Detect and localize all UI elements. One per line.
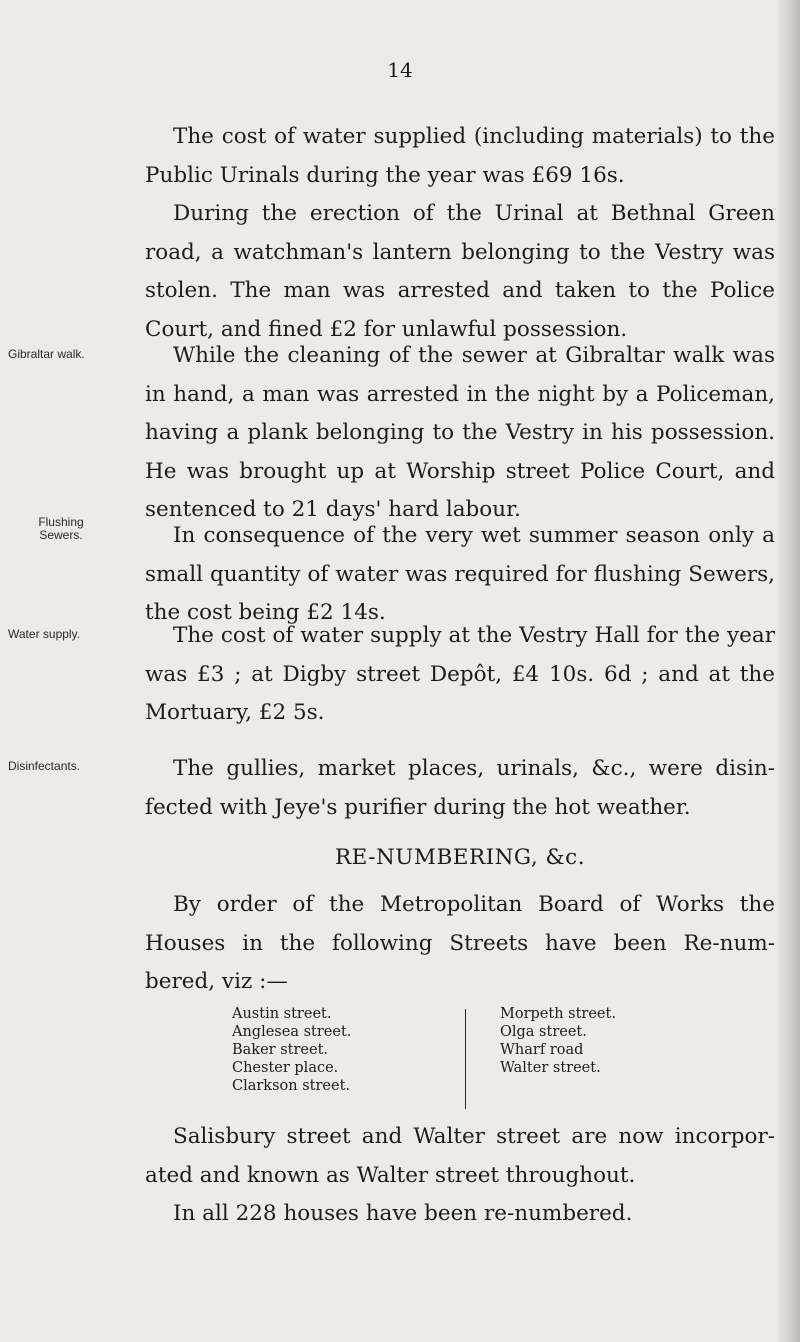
section-heading-renumbering: RE-NUMBERING, &c. bbox=[334, 845, 586, 870]
paragraph-text: In consequence of the very wet summer season only a small quantity of water was required for flushing Sewers, the cost being £2 14s. bbox=[145, 523, 775, 625]
paragraph-text: Salisbury street and Walter street are now incorpor- ated and known as Walter street throughout. bbox=[145, 1124, 775, 1188]
street-item: Morpeth street. bbox=[500, 1006, 616, 1022]
margin-note-disinfectants: Disinfectants. bbox=[8, 759, 81, 773]
paragraph-renumbering-intro bbox=[145, 886, 775, 1002]
paragraph-text: The cost of water supplied (including materials) to the Public Urinals during the year was £69 16s. bbox=[145, 124, 775, 188]
paragraph-text: The gullies, market places, urinals, &c., were disin- fected with Jeye's purifier during the hot weather. bbox=[145, 756, 775, 820]
margin-note-water-supply: Water supply. bbox=[8, 627, 81, 641]
street-item: Baker street. bbox=[232, 1042, 329, 1058]
paragraph-disinfectants bbox=[145, 750, 775, 827]
street-item: Walter street. bbox=[500, 1060, 601, 1076]
street-item: Wharf road bbox=[500, 1042, 584, 1058]
street-list-right bbox=[500, 1005, 730, 1077]
paragraph-text: The cost of water supply at the Vestry Hall for the year was £3 ; at Digby street Depôt, £4 10s. 6d ; and at the Mortuary, £2 5s. bbox=[145, 623, 775, 725]
paragraph-text: While the cleaning of the sewer at Gibraltar walk was in hand, a man was arrested in the night by a Policeman, having a plank belonging to the Vestry in his possession. He was brought up at Worship street Police Court, and sentenced to 21 days' hard labour. bbox=[145, 343, 775, 522]
page-edge bbox=[778, 0, 800, 1342]
paragraph-text: By order of the Metropolitan Board of Works the Houses in the following Streets have been Re-num- bered, viz :— bbox=[145, 892, 775, 994]
paragraph-text: During the erection of the Urinal at Bethnal Green road, a watchman's lantern belonging to the Vestry was stolen. The man was arrested and taken to the Police Court, and fined £2 for unlawful possession. bbox=[145, 201, 775, 342]
paragraph-water-supply bbox=[145, 617, 775, 733]
margin-note-line: Flushing bbox=[38, 515, 84, 529]
paragraph-bethnal-green bbox=[145, 195, 775, 349]
margin-note-gibraltar-walk: Gibraltar walk. bbox=[8, 347, 85, 361]
paragraph-total-renumbered bbox=[145, 1195, 775, 1234]
paragraph-gibraltar-walk bbox=[145, 337, 775, 530]
street-item: Chester place. bbox=[232, 1060, 339, 1076]
paragraph-salisbury bbox=[145, 1118, 775, 1195]
page-number: 14 bbox=[387, 58, 413, 82]
margin-note-line: Sewers. bbox=[39, 528, 83, 542]
paragraph-urinals-cost bbox=[145, 118, 775, 195]
column-divider bbox=[465, 1009, 466, 1109]
street-item: Clarkson street. bbox=[232, 1078, 351, 1094]
street-item: Olga street. bbox=[500, 1024, 587, 1040]
paragraph-flushing-sewers bbox=[145, 517, 775, 633]
street-item: Austin street. bbox=[232, 1006, 332, 1022]
street-item: Anglesea street. bbox=[232, 1024, 352, 1040]
paragraph-text: In all 228 houses have been re-numbered. bbox=[173, 1201, 633, 1226]
street-list-left bbox=[232, 1005, 462, 1095]
margin-note-flushing-sewers bbox=[6, 516, 116, 542]
